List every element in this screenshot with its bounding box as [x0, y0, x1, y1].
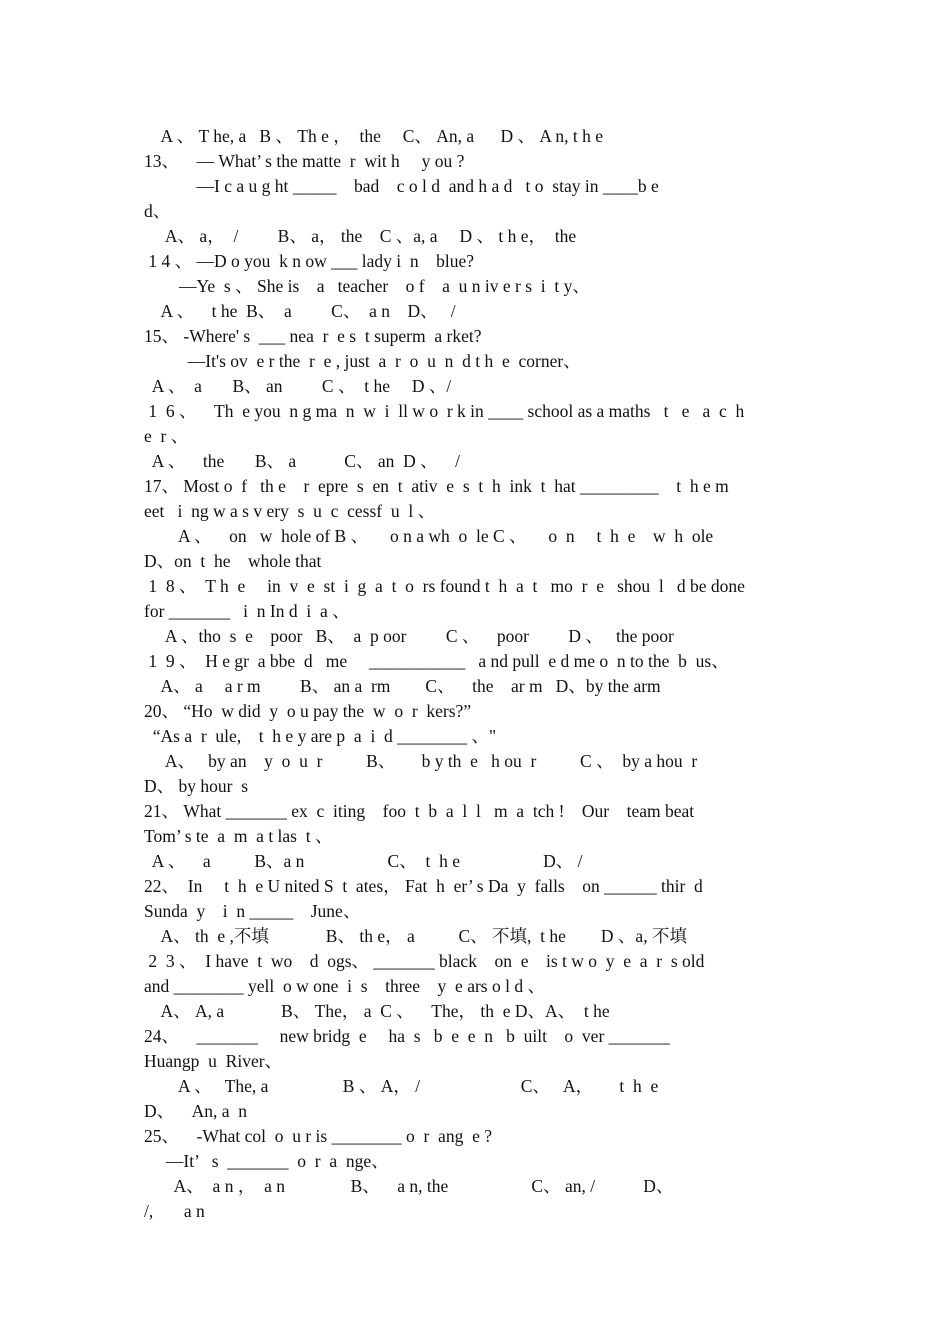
text-line: A 、 t he B、 a C、 a n D、 /: [144, 301, 456, 321]
text-line: A 、 a B、 an C 、 t he D 、/: [144, 376, 452, 396]
text-line: 1 8 、 T h e in v e st i g a t o rs found t h a t mo r e shou l d be done: [144, 576, 745, 596]
text-line: A、 a， / B、 a， the C 、a, a D 、 t h e， the: [144, 226, 577, 246]
text-line: 24、 _______ new bridg e ha s b e e n b uilt o ver _______: [144, 1026, 670, 1046]
text-line: /, a n: [144, 1201, 205, 1221]
text-line: eet i ng w a s v ery s u c cessf u l 、: [144, 501, 436, 521]
text-line: 2 3 、 I have t wo d ogs、 _______ black on e is t w o y e a r s old: [144, 951, 705, 971]
text-line: —I c a u g ht _____ bad c o l d and h a d t o stay in ____b e: [144, 176, 659, 196]
text-line: A、 th e ,不填 B、 th e， a C、 不填, t he D 、a, 不填: [144, 926, 687, 946]
text-line: 1 6 、 Th e you n g ma n w i ll w o r k in ____ school as a maths t e a c h: [144, 401, 745, 421]
text-line: A、 by an y o u r B、 b y th e h ou r C 、 by a hou r: [144, 751, 698, 771]
text-line: A 、 a B、a n C、 t h e D、 /: [144, 851, 583, 871]
text-line: A 、 The, a B 、 A， / C、 A， t h e: [144, 1076, 659, 1096]
text-line: Sunda y i n _____ June、: [144, 901, 361, 921]
text-line: 13、 — What’ s the matte r wit h y ou ?: [144, 151, 465, 171]
text-line: 21、 What _______ ex c iting foo t b a l l m a tch ! Our team beat: [144, 801, 695, 821]
text-line: D、 An, a n: [144, 1101, 248, 1121]
text-line: for _______ i n In d i a 、: [144, 601, 350, 621]
text-line: A、 a n ， a n B、 a n, the C、 an, / D、: [144, 1176, 674, 1196]
text-line: 25、 -What col o u r is ________ o r ang e ?: [144, 1126, 492, 1146]
text-line: —It's ov e r the r e , just a r o u n d t h e corner、: [144, 351, 581, 371]
text-line: 20、 “Ho w did y o u pay the w o r kers?”: [144, 701, 472, 721]
text-line: A、 A, a B、 The， a C 、 The， th e D、A、 t he: [144, 1001, 610, 1021]
text-line: d、: [144, 201, 171, 221]
text-line: 1 4 、 —D o you k n ow ___ lady i n blue?: [144, 251, 475, 271]
text-line: 15、 -Where' s ___ nea r e s t superm a rket?: [144, 326, 482, 346]
text-line: A 、 T he, a B 、 Th e ， the C、 An, a D 、 A n, t h e: [144, 126, 604, 146]
text-line: e r 、: [144, 426, 189, 446]
text-line: D、on t he whole that: [144, 551, 322, 571]
text-line: A 、 on w hole of B 、 o n a wh o le C 、 o n t h e w h ole: [144, 526, 714, 546]
text-line: 17、 Most o f th e r epre s en t ativ e s t h ink t hat _________ t h e m: [144, 476, 729, 496]
text-line: 22、 In t h e U nited S t ates， Fat h er’ s Da y falls on ______ thir d: [144, 876, 703, 896]
text-line: “As a r ule, t h e y are p a i d ________ 、": [144, 726, 497, 746]
text-line: —Ye s 、 She is a teacher o f a u n iv e r s i t y、: [144, 276, 590, 296]
text-line: Tom’ s te a m a t las t 、: [144, 826, 333, 846]
text-line: A、 a a r m B、 an a rm C、 the ar m D、by the arm: [144, 676, 661, 696]
text-line: and ________ yell o w one i s three y e ars o l d 、: [144, 976, 545, 996]
text-line: 1 9 、 H e gr a bbe d me ___________ a nd pull e d me o n to the b us、: [144, 651, 729, 671]
text-line: A 、tho s e poor B、 a p oor C 、 poor D 、 the poor: [144, 626, 674, 646]
text-line: —It’ s _______ o r a nge、: [144, 1151, 389, 1171]
text-line: D、 by hour s: [144, 776, 249, 796]
text-line: A 、 the B、 a C、 an D 、 /: [144, 451, 460, 471]
text-line: Huangp u River、: [144, 1051, 283, 1071]
